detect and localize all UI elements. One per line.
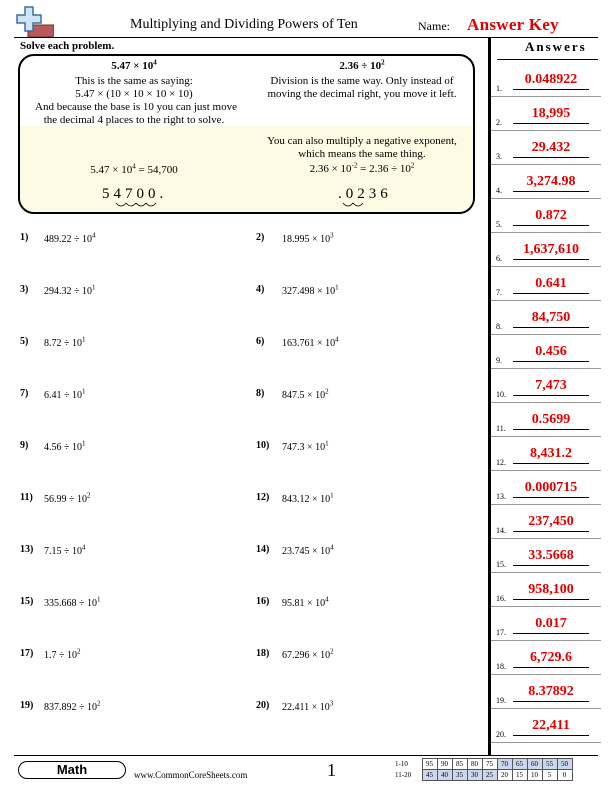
score-cell: 65 bbox=[512, 759, 527, 770]
example-right-line3: You can also multiply a negative exponent, bbox=[267, 135, 457, 147]
answer-number: 16. bbox=[496, 594, 506, 603]
problem-expression: $1.7 \div 10^2$ bbox=[44, 647, 81, 661]
example-left-digits: 54700. bbox=[102, 186, 168, 202]
decimal-jump-arrows-left bbox=[340, 202, 370, 210]
problem-expression: $294.32 \div 10^1$ bbox=[44, 283, 96, 297]
problem-number: 16) bbox=[256, 596, 270, 607]
score-row bbox=[395, 770, 572, 781]
subject-badge: Math bbox=[18, 761, 126, 779]
answer-value: 237,450 bbox=[528, 514, 574, 529]
answer-value: 6,729.6 bbox=[530, 650, 572, 665]
answer-number: 13. bbox=[496, 492, 506, 501]
answer-line bbox=[513, 327, 589, 328]
problem-number: 2) bbox=[256, 232, 265, 243]
answer-number: 14. bbox=[496, 526, 506, 535]
score-cell: 20 bbox=[497, 770, 512, 781]
problem-expression: $747.3 \times 10^1$ bbox=[282, 439, 329, 453]
score-cell: 85 bbox=[452, 759, 467, 770]
problem-expression: $489.22 \div 10^4$ bbox=[44, 231, 96, 245]
answer-value: 0.872 bbox=[535, 208, 567, 223]
score-cell: 75 bbox=[482, 759, 497, 770]
answer-value: 84,750 bbox=[531, 310, 571, 325]
problem-expression: $335.668 \div 10^1$ bbox=[44, 595, 101, 609]
answer-number: 6. bbox=[496, 254, 502, 263]
answer-row bbox=[491, 471, 601, 505]
answer-line bbox=[513, 429, 589, 430]
score-cell: 10 bbox=[527, 770, 542, 781]
score-cell: 15 bbox=[512, 770, 527, 781]
score-cell: 80 bbox=[467, 759, 482, 770]
answer-line bbox=[513, 259, 589, 260]
answer-value: 22,411 bbox=[532, 718, 570, 733]
answer-value: 1,637,610 bbox=[523, 242, 579, 257]
answer-line bbox=[513, 463, 589, 464]
answer-line bbox=[513, 497, 589, 498]
answer-value: 0.000715 bbox=[524, 480, 578, 495]
problem-expression: $67.296 \times 10^2$ bbox=[282, 647, 334, 661]
answer-line bbox=[513, 123, 589, 124]
answer-row bbox=[491, 267, 601, 301]
answer-number: 18. bbox=[496, 662, 506, 671]
page-title: Multiplying and Dividing Powers of Ten bbox=[130, 17, 358, 32]
problem-expression: $847.5 \times 10^2$ bbox=[282, 387, 329, 401]
answer-row bbox=[491, 301, 601, 335]
problem-expression: $7.15 \div 10^4$ bbox=[44, 543, 86, 557]
problem-number: 7) bbox=[20, 388, 29, 399]
answer-row bbox=[491, 199, 601, 233]
answer-number: 7. bbox=[496, 288, 502, 297]
answer-row bbox=[491, 437, 601, 471]
problem-number: 10) bbox=[256, 440, 270, 451]
score-cell: 35 bbox=[452, 770, 467, 781]
problem-expression: $837.892 \div 10^2$ bbox=[44, 699, 101, 713]
answer-line bbox=[513, 599, 589, 600]
answer-value: 7,473 bbox=[535, 378, 567, 393]
score-cell: 0 bbox=[557, 770, 572, 781]
answer-line bbox=[513, 633, 589, 634]
answer-line bbox=[513, 293, 589, 294]
answer-row bbox=[491, 369, 601, 403]
answer-value: 18,995 bbox=[531, 106, 571, 121]
answer-value: 0.641 bbox=[535, 276, 567, 291]
example-left-heading: $5.47 \times 10^4$ bbox=[111, 58, 157, 72]
problem-number: 3) bbox=[20, 284, 29, 295]
score-cell: 55 bbox=[542, 759, 557, 770]
problem-number: 15) bbox=[20, 596, 34, 607]
example-right-heading: $2.36 \div 10^2$ bbox=[339, 58, 385, 72]
problem-number: 6) bbox=[256, 336, 265, 347]
answer-row bbox=[491, 709, 601, 743]
answer-line bbox=[513, 157, 589, 158]
answer-value: 8.37892 bbox=[528, 684, 574, 699]
score-cell: 50 bbox=[557, 759, 572, 770]
answer-value: 8,431.2 bbox=[530, 446, 572, 461]
answer-row bbox=[491, 641, 601, 675]
answer-row bbox=[491, 233, 601, 267]
answers-title: Answers bbox=[525, 39, 587, 54]
answer-value: 29.432 bbox=[531, 140, 571, 155]
answer-key-label: Answer Key bbox=[467, 15, 559, 34]
answer-row bbox=[491, 539, 601, 573]
answer-number: 19. bbox=[496, 696, 506, 705]
answer-number: 4. bbox=[496, 186, 502, 195]
problem-number: 4) bbox=[256, 284, 265, 295]
answer-line bbox=[513, 531, 589, 532]
answer-line bbox=[513, 395, 589, 396]
page-number: 1 bbox=[327, 760, 336, 780]
name-label: Name: bbox=[418, 19, 450, 33]
problem-expression: $23.745 \times 10^4$ bbox=[282, 543, 334, 557]
answer-number: 12. bbox=[496, 458, 506, 467]
answer-number: 9. bbox=[496, 356, 502, 365]
footer-divider bbox=[14, 755, 598, 756]
problem-number: 1) bbox=[20, 232, 29, 243]
site-url: www.CommonCoreSheets.com bbox=[134, 770, 248, 780]
answer-value: 0.456 bbox=[535, 344, 567, 359]
answer-line bbox=[513, 565, 589, 566]
problem-expression: $95.81 \times 10^4$ bbox=[282, 595, 329, 609]
answer-value: 3,274.98 bbox=[526, 174, 576, 189]
answer-row bbox=[491, 403, 601, 437]
example-box bbox=[18, 54, 475, 214]
answer-value: 958,100 bbox=[528, 582, 574, 597]
problem-number: 12) bbox=[256, 492, 270, 503]
example-right-line2: moving the decimal right, you move it left. bbox=[267, 88, 457, 100]
score-cell: 30 bbox=[467, 770, 482, 781]
answer-row bbox=[491, 131, 601, 165]
answer-line bbox=[513, 225, 589, 226]
problem-number: 9) bbox=[20, 440, 29, 451]
answer-row bbox=[491, 165, 601, 199]
answer-row bbox=[491, 97, 601, 131]
example-left-line2: 5.47 × (10 × 10 × 10 × 10) bbox=[75, 88, 193, 100]
problem-number: 14) bbox=[256, 544, 270, 555]
answer-row bbox=[491, 63, 601, 97]
answer-row bbox=[491, 607, 601, 641]
problem-expression: $4.56 \div 10^1$ bbox=[44, 439, 86, 453]
answer-number: 15. bbox=[496, 560, 506, 569]
answer-line bbox=[513, 667, 589, 668]
answer-value: 33.5668 bbox=[528, 548, 574, 563]
answer-line bbox=[513, 89, 589, 90]
answer-row bbox=[491, 573, 601, 607]
problem-expression: $6.41 \div 10^1$ bbox=[44, 387, 86, 401]
score-cell: 70 bbox=[497, 759, 512, 770]
problem-expression: $56.99 \div 10^2$ bbox=[44, 491, 91, 505]
score-cell: 90 bbox=[437, 759, 452, 770]
example-right-result: $2.36 \times 10^{-2} = 2.36 \div 10^2$ bbox=[309, 161, 415, 175]
problem-expression: $18.995 \times 10^3$ bbox=[282, 231, 334, 245]
answer-number: 2. bbox=[496, 118, 502, 127]
problem-number: 20) bbox=[256, 700, 270, 711]
problem-number: 18) bbox=[256, 648, 270, 659]
problem-number: 17) bbox=[20, 648, 34, 659]
answer-line bbox=[513, 361, 589, 362]
decimal-jump-arrows bbox=[108, 202, 168, 210]
instruction-text: Solve each problem. bbox=[20, 40, 115, 52]
example-left-result: $5.47 \times 10^4 = 54,700$ bbox=[90, 162, 178, 176]
problem-expression: $8.72 \div 10^1$ bbox=[44, 335, 86, 349]
answer-line bbox=[513, 735, 589, 736]
answer-number: 17. bbox=[496, 628, 506, 637]
example-right-digits: .0236 bbox=[338, 186, 392, 202]
score-cell: 60 bbox=[527, 759, 542, 770]
example-right-line1: Division is the same way. Only instead of bbox=[270, 75, 454, 87]
answer-number: 3. bbox=[496, 152, 502, 161]
score-cell: 40 bbox=[437, 770, 452, 781]
answer-number: 8. bbox=[496, 322, 502, 331]
score-row-label: 11-20 bbox=[395, 771, 412, 779]
problem-number: 5) bbox=[20, 336, 29, 347]
plus-logo-icon bbox=[14, 5, 54, 39]
score-cell: 5 bbox=[542, 770, 557, 781]
answer-number: 10. bbox=[496, 390, 506, 399]
answer-row bbox=[491, 675, 601, 709]
score-table bbox=[395, 758, 573, 781]
answer-value: 0.017 bbox=[535, 616, 567, 631]
answer-line bbox=[513, 191, 589, 192]
answers-column bbox=[488, 37, 598, 755]
problem-number: 19) bbox=[20, 700, 34, 711]
answer-value: 0.5699 bbox=[531, 412, 571, 427]
example-right-line4: which means the same thing. bbox=[298, 148, 426, 160]
problem-expression: $22.411 \times 10^3$ bbox=[282, 699, 334, 713]
answer-value: 0.048922 bbox=[524, 72, 578, 87]
answer-number: 5. bbox=[496, 220, 502, 229]
problem-expression: $327.498 \times 10^1$ bbox=[282, 283, 339, 297]
problem-number: 8) bbox=[256, 388, 265, 399]
score-cell: 95 bbox=[422, 759, 437, 770]
answer-row bbox=[491, 505, 601, 539]
answer-number: 11. bbox=[496, 424, 506, 433]
score-row-label: 1-10 bbox=[395, 760, 408, 768]
score-row bbox=[395, 759, 572, 770]
answer-line bbox=[513, 701, 589, 702]
problem-expression: $163.761 \times 10^4$ bbox=[282, 335, 339, 349]
score-cell: 25 bbox=[482, 770, 497, 781]
problem-number: 13) bbox=[20, 544, 34, 555]
problem-expression: $843.12 \times 10^1$ bbox=[282, 491, 334, 505]
example-left-line4: the decimal 4 places to the right to solve. bbox=[43, 114, 225, 126]
problem-number: 11) bbox=[20, 492, 33, 503]
answer-row bbox=[491, 335, 601, 369]
score-cell: 45 bbox=[422, 770, 437, 781]
example-left-line3: And because the base is 10 you can just move bbox=[35, 101, 237, 113]
answers-title-divider bbox=[497, 59, 598, 60]
example-left-line1: This is the same as saying: bbox=[75, 75, 193, 87]
answer-number: 1. bbox=[496, 84, 502, 93]
answer-number: 20. bbox=[496, 730, 506, 739]
